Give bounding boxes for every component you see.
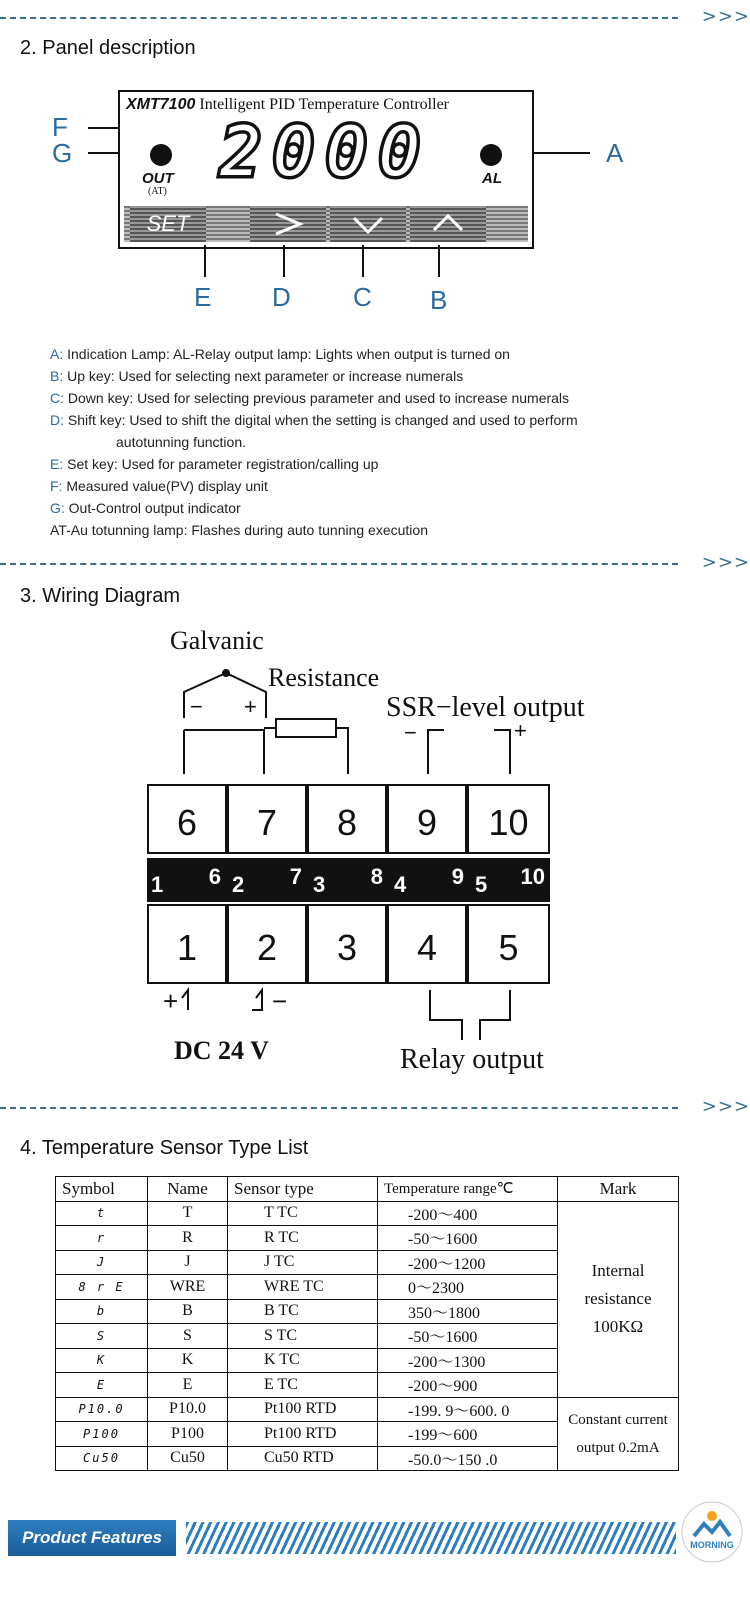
desc-c: C: Down key: Used for selecting previous parameter and used to increase numerals — [50, 390, 570, 406]
terminal-6: 6 — [147, 784, 227, 854]
table-row: t T T TC -200～400 Internal resistance 100KΩ — [56, 1201, 679, 1226]
desc-g: G: Out-Control output indicator — [50, 500, 241, 516]
separator-arrows: >>> — [701, 552, 750, 573]
dc-label: DC 24 V — [174, 1036, 269, 1065]
label-d: D — [272, 282, 291, 312]
ssr-plus: + — [514, 718, 527, 743]
table-row: 8 r E WRE WRE TC 0～2300 — [56, 1275, 679, 1300]
bar-cell: 3 8 — [313, 864, 383, 897]
header-symbol: Symbol — [56, 1177, 148, 1202]
bar-cell: 4 9 — [394, 864, 464, 897]
table-row: b B B TC 350～1800 — [56, 1299, 679, 1324]
separator-arrows: >>> — [701, 1096, 750, 1117]
header-sensor-type: Sensor type — [228, 1177, 378, 1202]
desc-a: A: Indication Lamp: AL-Relay output lamp: Lights when output is turned on — [50, 346, 510, 362]
galvanic-label: Galvanic — [170, 626, 264, 655]
header-name: Name — [148, 1177, 228, 1202]
footer-stripes — [186, 1522, 676, 1554]
section-title-wiring: 3. Wiring Diagram — [20, 585, 181, 607]
table-row: r R R TC -50～1600 — [56, 1226, 679, 1251]
desc-d-cont: autotunning function. — [116, 434, 246, 450]
ssr-label: SSR−level output — [386, 692, 585, 723]
terminal-7: 7 — [227, 784, 307, 854]
table-row: E E E TC -200～900 — [56, 1373, 679, 1398]
terminal-bar — [147, 858, 550, 902]
section-title-sensor: 4. Temperature Sensor Type List — [20, 1137, 309, 1159]
at-lamp-label: (AT) — [148, 186, 167, 197]
header-range: Temperature range℃ — [378, 1177, 558, 1202]
terminal-5: 5 — [467, 904, 550, 984]
galvanic-plus: + — [244, 694, 257, 719]
separator-line — [0, 1107, 678, 1109]
terminal-8: 8 — [307, 784, 387, 854]
bar-cell: 1 6 — [151, 864, 221, 897]
panel-title-text: Intelligent PID Temperature Controller — [199, 96, 449, 113]
label-e: E — [194, 282, 212, 312]
desc-e: E: Set key: Used for parameter registration/calling up — [50, 456, 379, 472]
terminal-1: 1 — [147, 904, 227, 984]
terminal-2: 2 — [227, 904, 307, 984]
separator-arrows: >>> — [701, 6, 750, 27]
table-row: K K K TC -200～1300 — [56, 1348, 679, 1373]
table-header-row — [56, 1177, 679, 1202]
label-g: G — [52, 138, 73, 168]
panel-brand: XMT7100 — [126, 96, 196, 113]
footer-banner — [0, 1518, 750, 1558]
terminal-3: 3 — [307, 904, 387, 984]
ssr-minus: − — [404, 720, 417, 745]
resistance-label: Resistance — [268, 663, 380, 692]
mark-internal-resistance: Internal resistance 100KΩ — [558, 1201, 679, 1397]
svg-text:MORNING: MORNING — [690, 1540, 734, 1550]
table-row: J J J TC -200～1200 — [56, 1250, 679, 1275]
al-lamp-label: AL — [482, 170, 502, 187]
set-key-button[interactable]: SET — [130, 206, 206, 242]
label-f: F — [52, 112, 68, 142]
label-c: C — [353, 282, 372, 312]
section-title-panel: 2. Panel description — [20, 37, 196, 59]
desc-b: B: Up key: Used for selecting next parameter or increase numerals — [50, 368, 464, 384]
terminal-10: 10 — [467, 784, 550, 854]
table-row: P10.0 P10.0 Pt100 RTD -199. 9～600. 0 Constant current output 0.2mA — [56, 1397, 679, 1422]
terminal-9: 9 — [387, 784, 467, 854]
out-lamp-label: OUT — [142, 170, 174, 187]
bar-cell: 5 10 — [475, 864, 545, 897]
galvanic-minus: − — [190, 694, 203, 719]
bar-cell: 2 7 — [232, 864, 302, 897]
terminal-4: 4 — [387, 904, 467, 984]
table-row: P100 P100 Pt100 RTD -199～600 — [56, 1422, 679, 1447]
label-a: A — [606, 138, 624, 168]
relay-label: Relay output — [400, 1044, 544, 1075]
pv-display: 2000 — [220, 113, 432, 192]
product-features-tab[interactable]: Product Features — [8, 1520, 176, 1556]
morning-logo-icon — [680, 1500, 744, 1564]
label-b: B — [430, 285, 448, 315]
desc-at: AT-Au totunning lamp: Flashes during auto tunning execution — [50, 522, 428, 538]
dc-minus: − — [272, 986, 288, 1016]
sensor-type-table — [55, 1176, 679, 1471]
mark-constant-current: Constant current output 0.2mA — [558, 1397, 679, 1471]
header-mark: Mark — [558, 1177, 679, 1202]
desc-d: D: Shift key: Used to shift the digital when the setting is changed and used to perform — [50, 412, 578, 428]
table-row: S S S TC -50～1600 — [56, 1324, 679, 1349]
table-row: Cu50 Cu50 Cu50 RTD -50.0～150 .0 — [56, 1446, 679, 1471]
desc-f: F: Measured value(PV) display unit — [50, 478, 268, 494]
dc-plus: + — [163, 986, 179, 1016]
